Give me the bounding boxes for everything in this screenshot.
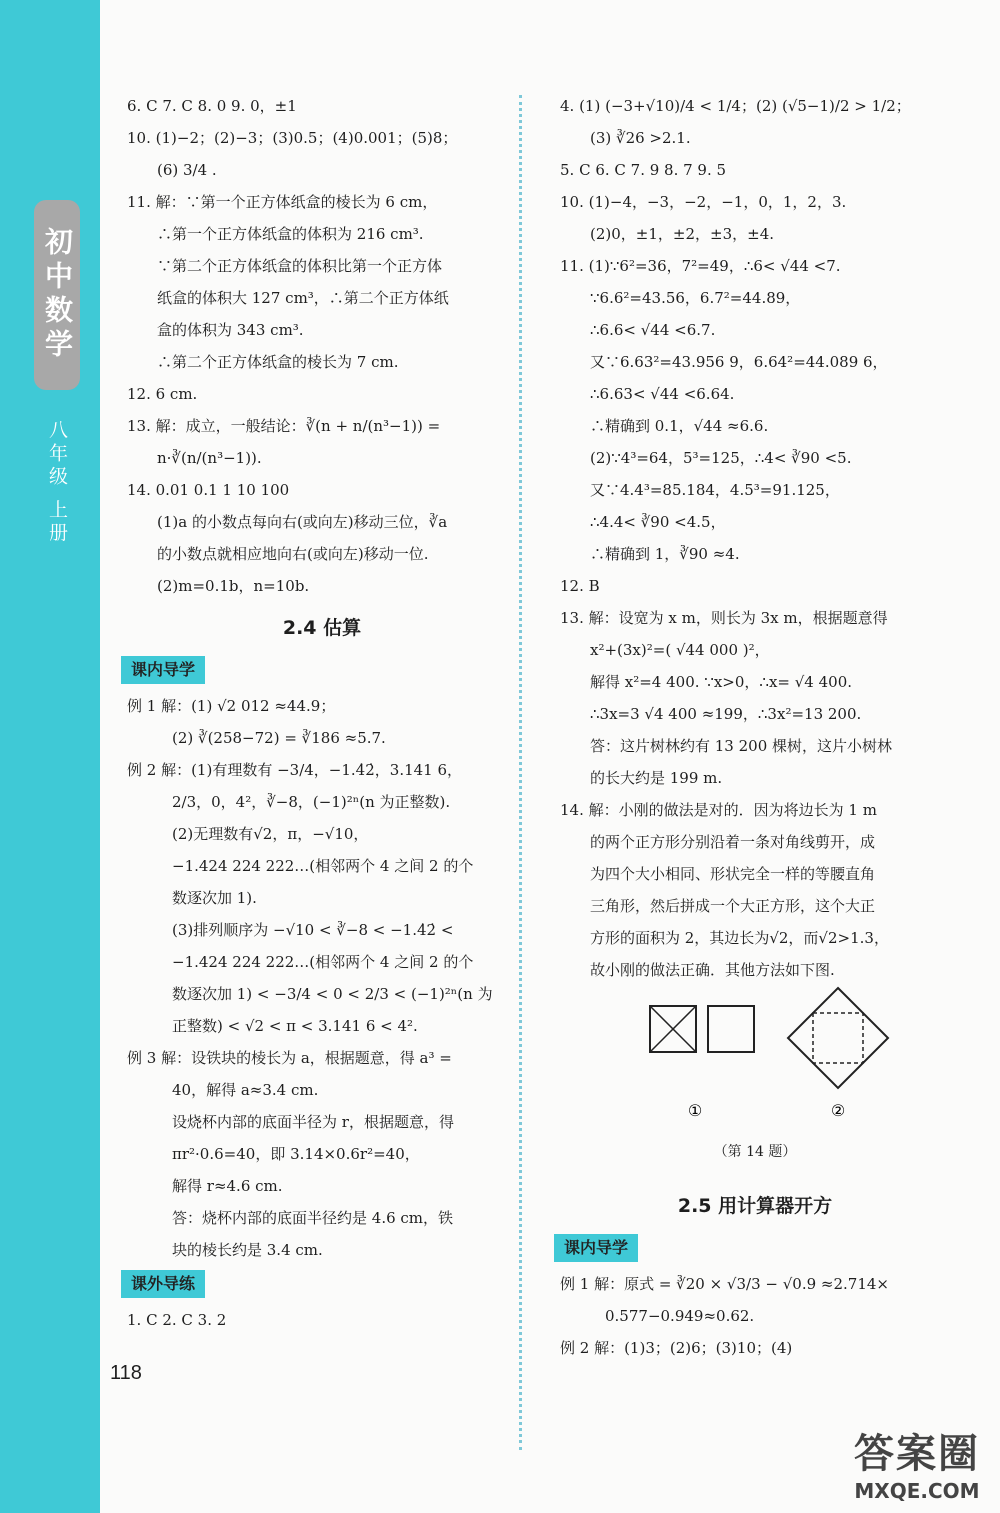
answer-line: ∴第一个正方体纸盒的体积为 216 cm³.: [157, 225, 424, 243]
grade-label: 八年级 上册: [46, 420, 68, 546]
answer-line: 13. 解：设宽为 x m，则长为 3x m，根据题意得: [560, 609, 888, 627]
figure-caption: （第 14 题）: [713, 1144, 797, 1160]
section-badge: 课内导学: [554, 1234, 638, 1262]
example-line: 块的棱长约是 3.4 cm.: [172, 1241, 323, 1259]
right-column: [560, 90, 950, 1364]
answer-line: 的长大约是 199 m.: [590, 769, 723, 787]
sidebar: [0, 0, 100, 1513]
answer-line: 12. B: [560, 577, 600, 595]
answer-line: 的两个正方形分别沿着一条对角线剪开，成: [590, 833, 876, 851]
answer-line: 解得 x²=4 400. ∵x>0，∴x= √4 400.: [590, 673, 853, 691]
answer-line: 10. (1)−2；(2)−3；(3)0.5；(4)0.001；(5)8；: [127, 129, 458, 147]
answer-line: 故小刚的做法正确．其他方法如下图.: [590, 961, 835, 979]
answer-line: (6) 3/4 .: [157, 161, 217, 179]
answer-line: ∴3x=3 √4 400 ≈199，∴3x²=13 200.: [590, 705, 862, 723]
answer-line: 纸盒的体积大 127 cm³，∴第二个正方体纸: [157, 289, 449, 307]
example-line: 设烧杯内部的底面半径为 r，根据题意，得: [172, 1113, 454, 1131]
answer-line: 13. 解：成立，一般结论：∛(n + n/(n³−1)) =: [127, 417, 441, 435]
answer-line: 又∵6.63²=43.956 9，6.64²=44.089 6，: [590, 353, 888, 371]
example-line: 2/3，0，4²，∛−8，(−1)²ⁿ(n 为正整数).: [172, 793, 451, 811]
answer-line: 5. C 6. C 7. 9 8. 7 9. 5: [560, 161, 727, 179]
answer-line: (1)a 的小数点每向右(或向左)移动三位，∛a: [157, 513, 448, 531]
example-line: πr²·0.6=40，即 3.14×0.6r²=40，: [172, 1145, 420, 1163]
example-line: 例 3 解：设铁块的棱长为 a，根据题意，得 a³ =: [127, 1049, 452, 1067]
section-badge: 课外导练: [121, 1270, 205, 1298]
example-line: 例 1 解：原式 = ∛20 × √3/3 − √0.9 ≈2.714×: [560, 1275, 889, 1293]
figure-14-drawing: [560, 986, 950, 1136]
watermark: [854, 1422, 980, 1503]
figure-label-2: ②: [830, 1101, 846, 1120]
square-2: [708, 1006, 754, 1052]
example-line: −1.424 224 222…(相邻两个 4 之间 2 的个: [172, 953, 474, 971]
example-line: 例 2 解：(1)3；(2)6；(3)10；(4): [560, 1339, 793, 1357]
answer-line: 的小数点就相应地向右(或向左)移动一位.: [157, 545, 429, 563]
answer-line: (2)m=0.1b，n=10b.: [157, 577, 310, 595]
example-line: (3)排列顺序为 −√10 < ∛−8 < −1.4̇2̇ <: [172, 921, 454, 939]
answer-line: n·∛(n/(n³−1)).: [157, 449, 262, 467]
example-line: 例 1 解：(1) √2 012 ≈44.9；: [127, 697, 336, 715]
inner-dashed-square: [813, 1013, 863, 1063]
answer-line: ∴第二个正方体纸盒的棱长为 7 cm.: [157, 353, 399, 371]
answer-line: 方形的面积为 2，其边长为√2，而√2>1.3，: [590, 929, 889, 947]
answer-line: 14. 解：小刚的做法是对的．因为将边长为 1 m: [560, 801, 877, 819]
answer-line: 答：这片树林约有 13 200 棵树，这片小树林: [590, 737, 893, 755]
answer-line: 4. (1) (−3+√10)/4 < 1/4；(2) (√5−1)/2 > 1/2；: [560, 97, 911, 115]
answer-line: x²+(3x)²=( √44 000 )²，: [590, 641, 770, 659]
example-line: 答：烧杯内部的底面半径约是 4.6 cm，铁: [172, 1209, 454, 1227]
example-line: −1.424 224 222…(相邻两个 4 之间 2 的个: [172, 857, 474, 875]
answer-line: 盒的体积为 343 cm³.: [157, 321, 304, 339]
answer-line: ∴4.4< ∛90 <4.5，: [590, 513, 726, 531]
example-line: 0.577−0.949≈0.62.: [605, 1307, 755, 1325]
figure-14: [560, 986, 950, 1136]
answer-line: 11. (1)∵6²=36，7²=49，∴6< √44 <7.: [560, 257, 841, 275]
section-badge: 课内导学: [121, 656, 205, 684]
left-column: [127, 90, 517, 1336]
watermark-logo-text: 答案圈: [854, 1431, 980, 1477]
answer-line: 10. (1)−4，−3，−2，−1，0，1，2，3.: [560, 193, 847, 211]
page-number: 118: [110, 1362, 142, 1384]
watermark-url: MXQE.COM: [854, 1479, 980, 1503]
answer-line: ∴精确到 0.1，√44 ≈6.6.: [590, 417, 769, 435]
example-line: 数逐次加 1) < −3/4 < 0 < 2/3 < (−1)²ⁿ(n 为: [172, 985, 493, 1003]
answer-line: 三角形，然后拼成一个大正方形，这个大正: [590, 897, 876, 915]
answer-line: 为四个大小相同、形状完全一样的等腰直角: [590, 865, 876, 883]
answer-line: ∵6.6²=43.56，6.7²=44.89，: [590, 289, 801, 307]
example-line: 40，解得 a≈3.4 cm.: [172, 1081, 319, 1099]
section-title: 2.5 用计算器开方: [677, 1195, 833, 1217]
column-divider: [519, 95, 522, 1450]
answer-line: 12. 6 cm.: [127, 385, 198, 403]
answer-line: ∵第二个正方体纸盒的体积比第一个正方体: [157, 257, 443, 275]
large-diamond: [788, 988, 888, 1088]
answer-line: ∴6.63< √44 <6.64.: [590, 385, 735, 403]
answer-line: (2)0，±1，±2，±3，±4.: [590, 225, 775, 243]
answer-line: 又∵4.4³=85.184，4.5³=91.125，: [590, 481, 840, 499]
answer-line: 1. C 2. C 3. 2: [127, 1311, 227, 1329]
book-title-tab: 初中数学: [34, 200, 80, 390]
example-line: 例 2 解：(1)有理数有 −3/4，−1.4̇2̇，3.141 6，: [127, 761, 463, 779]
answer-line: 11. 解：∵第一个正方体纸盒的棱长为 6 cm，: [127, 193, 438, 211]
answer-line: ∴6.6< √44 <6.7.: [590, 321, 716, 339]
answer-line: 6. C 7. C 8. 0 9. 0，±1: [127, 97, 297, 115]
example-line: 正整数) < √2 < π < 3.141 6 < 4².: [172, 1017, 418, 1035]
answer-line: 14. 0.01 0.1 1 10 100: [127, 481, 290, 499]
section-title: 2.4 估算: [282, 617, 362, 639]
example-line: (2) ∛(258−72) = ∛186 ≈5.7.: [172, 729, 386, 747]
example-line: 解得 r≈4.6 cm.: [172, 1177, 283, 1195]
answer-line: (2)∵4³=64，5³=125，∴4< ∛90 <5.: [590, 449, 852, 467]
answer-line: ∴精确到 1，∛90 ≈4.: [590, 545, 740, 563]
example-line: (2)无理数有√2，π，−√10，: [172, 825, 369, 843]
figure-label-1: ①: [687, 1101, 703, 1120]
answer-line: (3) ∛26 >2.1.: [590, 129, 691, 147]
example-line: 数逐次加 1).: [172, 889, 257, 907]
